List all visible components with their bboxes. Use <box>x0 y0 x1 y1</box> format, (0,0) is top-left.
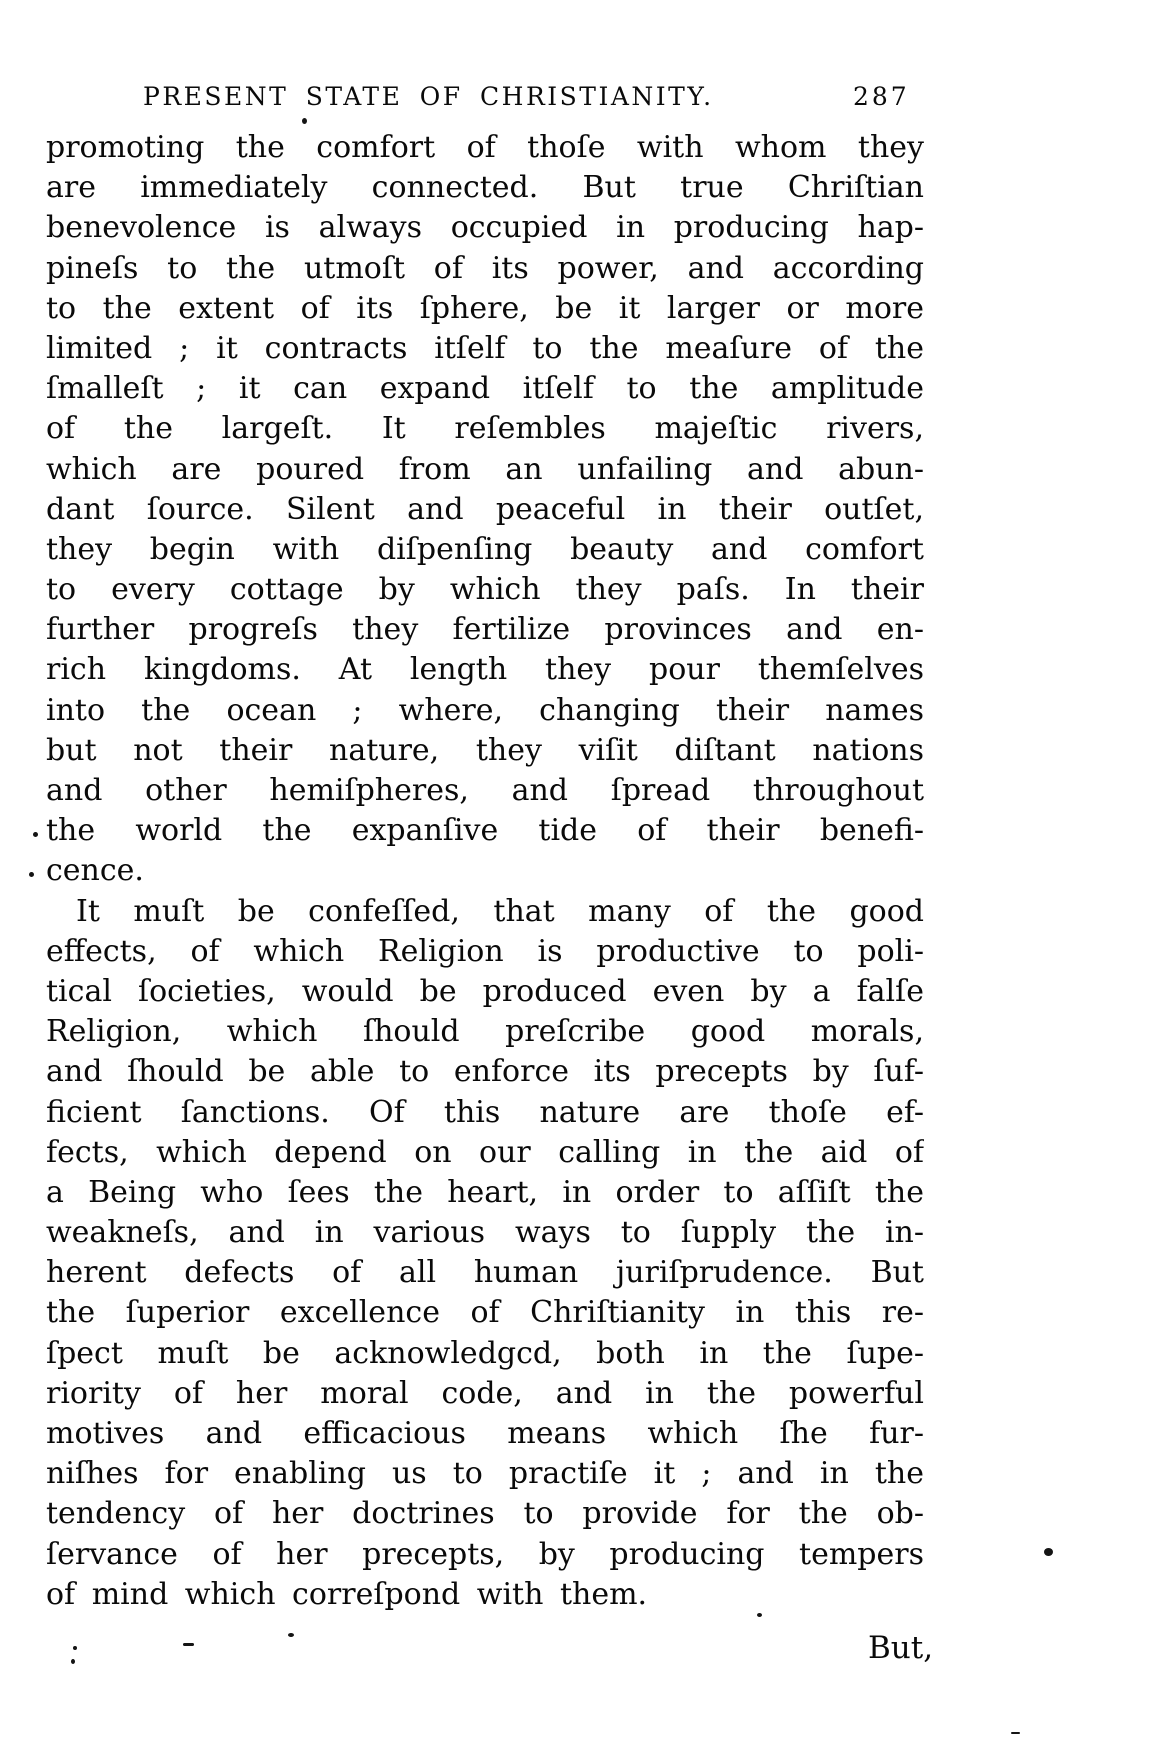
text-line: pineſs to the utmoſt of its power, and according <box>46 250 924 286</box>
ink-speck <box>288 1633 294 1637</box>
body-text <box>46 128 924 1615</box>
text-line: further progreſs they fertilize provinces and en- <box>46 612 924 648</box>
text-line: and other hemiſpheres, and ſpread throughout <box>46 773 924 808</box>
ink-speck <box>73 1646 77 1650</box>
text-line: and ſhould be able to enforce its precepts by ſuf- <box>46 1054 924 1090</box>
text-line: cence. <box>46 853 144 889</box>
text-line: dant ſource. Silent and peaceful in their outſet, <box>46 491 924 527</box>
text-line: ſervance of her precepts, by producing tempers <box>46 1536 924 1572</box>
ink-speck <box>1044 1548 1053 1556</box>
text-line: ficient ſanctions. Of this nature are thoſe ef- <box>46 1094 924 1130</box>
text-line: rich kingdoms. At length they pour themſelves <box>46 652 924 688</box>
text-line: ſpect muſt be acknowledgcd, both in the ſupe- <box>46 1335 924 1371</box>
text-line: they begin with diſpenſing beauty and comfort <box>46 531 924 567</box>
catchword: But, <box>868 1630 934 1666</box>
text-line: the ſuperior excellence of Chriſtianity in this re- <box>46 1295 924 1331</box>
ink-speck <box>757 1613 762 1617</box>
text-line: riority of her moral code, and in the powerful <box>46 1375 924 1411</box>
text-line: motives and efficacious means which ſhe fur- <box>46 1416 924 1451</box>
text-line: benevolence is always occupied in producing hap- <box>46 210 924 246</box>
text-line: to the extent of its ſphere, be it larger or more <box>46 290 924 326</box>
text-line: but not their nature, they viſit diſtant nations <box>46 732 924 768</box>
ink-speck <box>71 1659 75 1664</box>
text-line: effects, of which Religion is productive to poli- <box>46 933 924 969</box>
text-line: Religion, which ſhould preſcribe good morals, <box>46 1014 924 1050</box>
text-line: weakneſs, and in various ways to ſupply the in- <box>46 1215 924 1251</box>
text-line: into the ocean ; where, changing their names <box>46 692 924 728</box>
text-line: a Being who ſees the heart, in order to aſſiſt the <box>46 1174 924 1210</box>
text-line: tical ſocieties, would be produced even by a falſe <box>46 973 924 1009</box>
running-title: PRESENT STATE OF CHRISTIANITY. <box>143 82 714 111</box>
ink-speck <box>29 872 34 877</box>
ink-speck <box>1011 1732 1020 1734</box>
text-line: ſmalleſt ; it can expand itſelf to the amplitude <box>46 371 924 407</box>
page-number: 287 <box>853 82 910 111</box>
ink-speck <box>33 832 38 837</box>
text-line: limited ; it contracts itſelf to the meaſure of the <box>46 330 924 366</box>
text-line: the world the expanſive tide of their benefi- <box>46 813 924 849</box>
text-line: tendency of her doctrines to provide for the ob- <box>46 1496 924 1532</box>
text-line: of mind which correſpond with them. <box>46 1576 648 1612</box>
text-line: fects, which depend on our calling in the aid of <box>46 1134 924 1170</box>
text-line: herent defects of all human juriſprudence. But <box>46 1255 924 1291</box>
text-line: niſhes for enabling us to practiſe it ; and in the <box>46 1456 924 1492</box>
text-line: of the largeſt. It reſembles majeſtic rivers, <box>46 411 924 447</box>
text-line: to every cottage by which they paſs. In their <box>46 572 924 608</box>
text-line: which are poured from an unfailing and abun- <box>46 451 924 487</box>
text-line: It muſt be confeſſed, that many of the good <box>76 893 924 929</box>
text-line: promoting the comfort of thoſe with whom they <box>46 130 924 165</box>
ink-speck <box>302 118 307 124</box>
text-line: are immediately connected. But true Chriſtian <box>46 170 924 206</box>
ink-speck <box>183 1643 194 1646</box>
